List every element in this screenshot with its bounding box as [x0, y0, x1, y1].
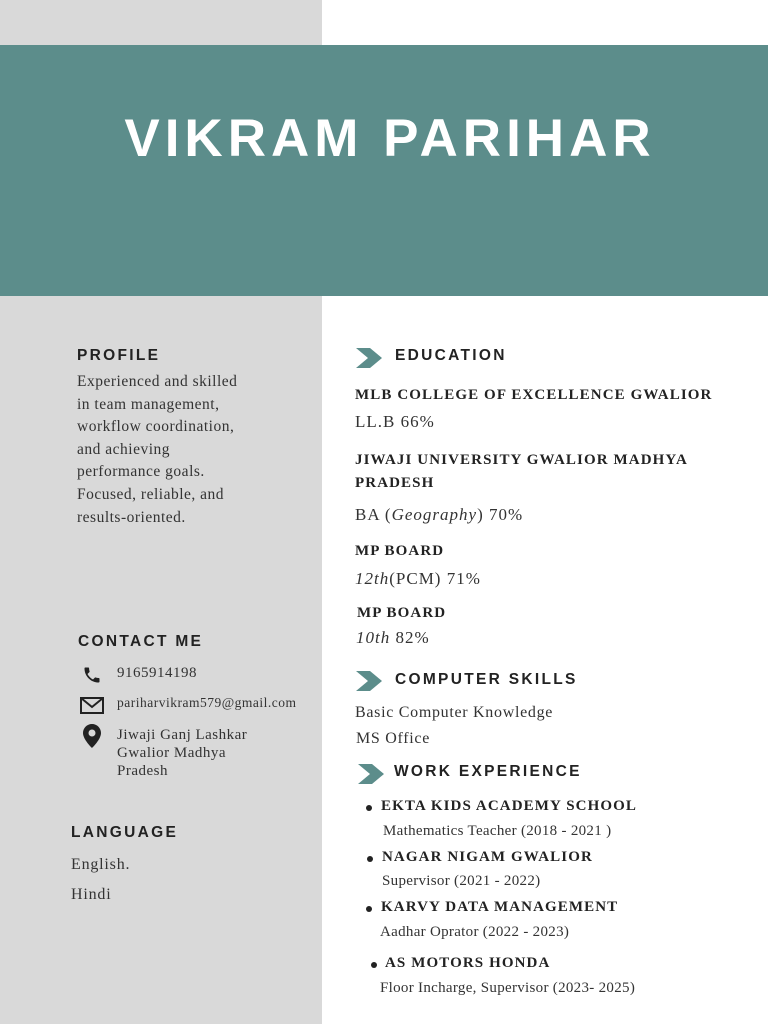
profile-line: and achieving [77, 440, 171, 458]
profile-line: Experienced and skilled [77, 373, 238, 390]
phone-icon [80, 665, 104, 685]
job-role: Floor Incharge, Supervisor (2023- 2025) [380, 980, 636, 996]
institution-line: JIWAJI UNIVERSITY GWALIOR MADHYA [355, 452, 688, 468]
bullet-point [371, 962, 377, 968]
address-line: Gwalior Madhya [117, 745, 227, 761]
language-heading: LANGUAGE [71, 824, 179, 841]
skill-item: MS Office [356, 730, 430, 747]
contact-heading: CONTACT ME [78, 633, 204, 650]
job-role: Mathematics Teacher (2018 - 2021 ) [383, 823, 612, 839]
degree-field: Geography [391, 505, 478, 524]
job-company: EKTA KIDS ACADEMY SCHOOL [381, 798, 638, 814]
degree-score: 82% [390, 628, 430, 647]
profile-line: Focused, reliable, and [77, 485, 225, 503]
chevron-right-icon [358, 764, 384, 784]
phone-number: 9165914198 [117, 665, 197, 681]
chevron-right-icon [356, 671, 382, 691]
chevron-right-icon [356, 348, 382, 368]
education-institution: MP BOARD [355, 543, 445, 559]
education-heading: EDUCATION [395, 347, 507, 364]
education-degree [355, 569, 481, 589]
location-pin-icon [80, 726, 104, 746]
skill-item: Basic Computer Knowledge [355, 704, 554, 721]
education-institution: MLB COLLEGE OF EXCELLENCE GWALIOR [355, 387, 713, 403]
job-company: KARVY DATA MANAGEMENT [381, 899, 619, 915]
computer-skills-heading: COMPUTER SKILLS [395, 671, 578, 688]
profile-line: workflow coordination, [77, 418, 235, 436]
education-institution [355, 449, 735, 495]
profile-summary [77, 371, 282, 529]
institution-line: PRADESH [355, 475, 435, 491]
job-company: NAGAR NIGAM GWALIOR [382, 849, 593, 865]
degree-level: 10th [356, 628, 391, 647]
candidate-name: VIKRAM PARIHAR [124, 109, 656, 168]
address [117, 726, 287, 780]
address-line: Jiwaji Ganj Lashkar [117, 727, 248, 743]
degree-level: 12th [355, 569, 390, 588]
education-degree [355, 505, 523, 525]
education-degree [356, 628, 430, 648]
job-role: Supervisor (2021 - 2022) [382, 873, 541, 889]
mail-icon [80, 695, 104, 715]
email-address[interactable]: pariharvikram579@gmail.com [117, 695, 297, 710]
bullet-point [366, 805, 372, 811]
degree-score: (PCM) 71% [389, 569, 481, 588]
education-institution: MP BOARD [357, 605, 447, 621]
degree-text: BA ( [355, 505, 392, 524]
work-experience-heading: WORK EXPERIENCE [394, 763, 582, 780]
profile-line: results-oriented. [77, 508, 186, 526]
profile-heading: PROFILE [77, 347, 161, 364]
education-degree: LL.B 66% [355, 412, 435, 431]
bullet-point [367, 856, 373, 862]
language-item: Hindi [71, 886, 112, 903]
degree-score: ) 70% [477, 505, 524, 524]
contact-phone-row [80, 665, 197, 685]
job-company: AS MOTORS HONDA [385, 955, 551, 971]
profile-line: performance goals. [77, 463, 205, 481]
profile-line: in team management, [77, 395, 220, 413]
address-line: Pradesh [117, 763, 168, 779]
job-role: Aadhar Oprator (2022 - 2023) [380, 924, 570, 940]
language-item: English. [71, 856, 131, 873]
contact-email-row [80, 695, 297, 715]
bullet-point [366, 906, 372, 912]
contact-address-row [80, 726, 287, 780]
header-band [0, 45, 768, 296]
